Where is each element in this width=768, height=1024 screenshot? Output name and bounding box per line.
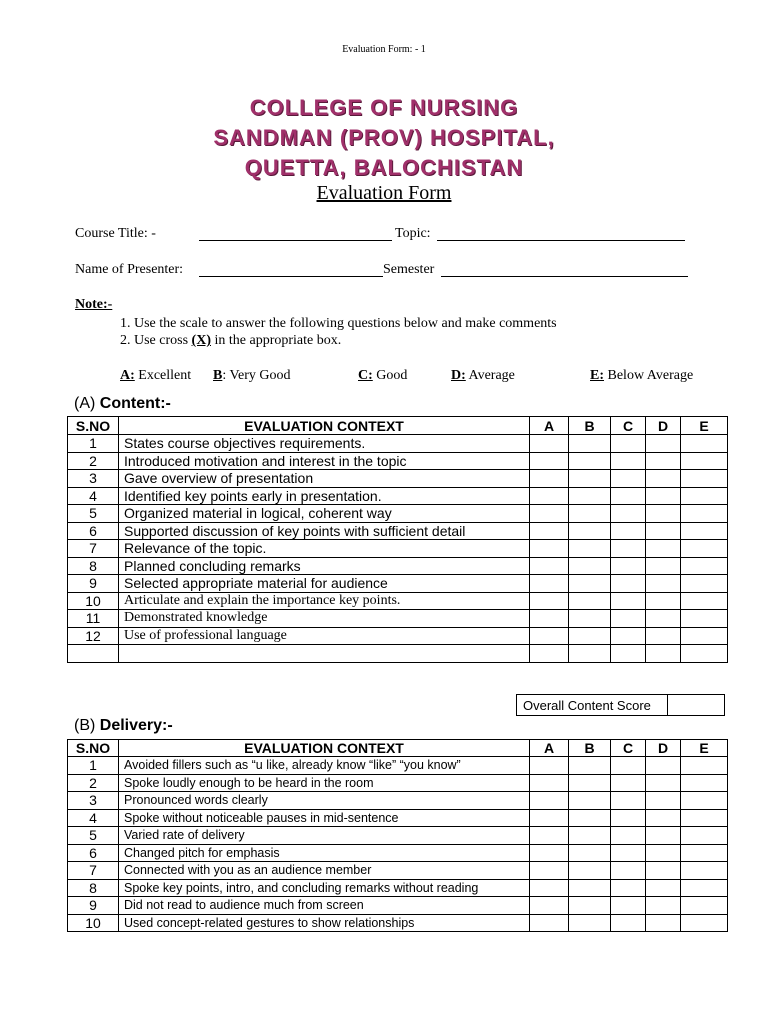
blank-cell[interactable] (681, 645, 728, 663)
content-header-2: A (530, 417, 569, 435)
row-number: 7 (68, 862, 119, 880)
rating-cell-c[interactable] (611, 435, 646, 453)
row-number: 8 (68, 557, 119, 575)
table-row (68, 627, 728, 645)
rating-cell-a[interactable] (530, 914, 569, 932)
scale-c: C: Good (358, 368, 408, 383)
rating-cell-a[interactable] (530, 592, 569, 610)
row-number: 4 (68, 809, 119, 827)
rating-cell-a[interactable] (530, 774, 569, 792)
note-item-1: 1. Use the scale to answer the following questions below and make comments (120, 316, 557, 331)
rating-cell-e[interactable] (681, 487, 728, 505)
row-number: 4 (68, 487, 119, 505)
evaluation-context: States course objectives requirements. (119, 435, 530, 453)
rating-cell-e[interactable] (681, 470, 728, 488)
content-header-1: EVALUATION CONTEXT (119, 417, 530, 435)
form-title: Evaluation Form (316, 182, 452, 204)
evaluation-context: Did not read to audience much from screen (119, 897, 530, 915)
evaluation-context: Spoke loudly enough to be heard in the room (119, 774, 530, 792)
rating-cell-d[interactable] (646, 557, 681, 575)
table-row (68, 757, 728, 775)
evaluation-context: Spoke without noticeable pauses in mid-sentence (119, 809, 530, 827)
rating-cell-a[interactable] (530, 470, 569, 488)
rating-cell-e[interactable] (681, 914, 728, 932)
overall-content-score-field[interactable] (668, 695, 725, 716)
evaluation-context: Changed pitch for emphasis (119, 844, 530, 862)
rating-cell-d[interactable] (646, 592, 681, 610)
rating-cell-a[interactable] (530, 540, 569, 558)
rating-cell-c[interactable] (611, 809, 646, 827)
delivery-header-2: A (530, 740, 569, 757)
rating-cell-b[interactable] (569, 470, 611, 488)
rating-cell-b[interactable] (569, 827, 611, 845)
table-row (68, 897, 728, 915)
evaluation-context: Relevance of the topic. (119, 540, 530, 558)
rating-cell-b[interactable] (569, 792, 611, 810)
rating-cell-d[interactable] (646, 827, 681, 845)
blank-cell[interactable] (530, 645, 569, 663)
rating-cell-d[interactable] (646, 627, 681, 645)
rating-cell-c[interactable] (611, 844, 646, 862)
table-row (68, 645, 728, 663)
rating-cell-e[interactable] (681, 435, 728, 453)
note-label: Note:- (75, 297, 113, 312)
presenter-field[interactable] (199, 263, 383, 277)
blank-cell[interactable] (119, 645, 530, 663)
content-header-4: C (611, 417, 646, 435)
table-row (68, 575, 728, 593)
rating-cell-d[interactable] (646, 809, 681, 827)
rating-cell-b[interactable] (569, 575, 611, 593)
rating-cell-a[interactable] (530, 879, 569, 897)
rating-cell-a[interactable] (530, 757, 569, 775)
delivery-header-5: D (646, 740, 681, 757)
scale-e: E: Below Average (590, 368, 694, 383)
rating-cell-b[interactable] (569, 557, 611, 575)
rating-cell-c[interactable] (611, 897, 646, 915)
content-header-5: D (646, 417, 681, 435)
rating-cell-a[interactable] (530, 827, 569, 845)
row-number: 2 (68, 774, 119, 792)
rating-cell-a[interactable] (530, 557, 569, 575)
row-number: 10 (68, 914, 119, 932)
rating-cell-d[interactable] (646, 487, 681, 505)
rating-cell-b[interactable] (569, 540, 611, 558)
evaluation-context: Organized material in logical, coherent way (119, 505, 530, 523)
rating-cell-b[interactable] (569, 879, 611, 897)
rating-cell-b[interactable] (569, 862, 611, 880)
row-number: 1 (68, 757, 119, 775)
evaluation-context: Connected with you as an audience member (119, 862, 530, 880)
row-number: 8 (68, 879, 119, 897)
evaluation-context: Supported discussion of key points with sufficient detail (119, 522, 530, 540)
delivery-header-3: B (569, 740, 611, 757)
rating-cell-d[interactable] (646, 610, 681, 628)
table-row (68, 557, 728, 575)
content-header-6: E (681, 417, 728, 435)
note-item-2: 2. Use cross (X) in the appropriate box. (120, 333, 342, 348)
rating-cell-d[interactable] (646, 792, 681, 810)
rating-cell-d[interactable] (646, 470, 681, 488)
rating-cell-b[interactable] (569, 435, 611, 453)
rating-cell-c[interactable] (611, 774, 646, 792)
row-number: 2 (68, 452, 119, 470)
rating-cell-e[interactable] (681, 809, 728, 827)
rating-cell-d[interactable] (646, 435, 681, 453)
table-row (68, 792, 728, 810)
rating-cell-a[interactable] (530, 627, 569, 645)
rating-cell-a[interactable] (530, 809, 569, 827)
rating-cell-a[interactable] (530, 487, 569, 505)
delivery-header-1: EVALUATION CONTEXT (119, 740, 530, 757)
rating-cell-c[interactable] (611, 757, 646, 775)
rating-cell-a[interactable] (530, 575, 569, 593)
scale-a: A: Excellent (120, 368, 192, 383)
rating-cell-b[interactable] (569, 897, 611, 915)
rating-cell-e[interactable] (681, 757, 728, 775)
table-row (68, 610, 728, 628)
rating-cell-a[interactable] (530, 610, 569, 628)
topic-label: Topic: (395, 226, 431, 241)
rating-cell-e[interactable] (681, 575, 728, 593)
content-header-3: B (569, 417, 611, 435)
table-row (68, 435, 728, 453)
rating-cell-a[interactable] (530, 522, 569, 540)
rating-cell-b[interactable] (569, 809, 611, 827)
semester-label: Semester (383, 262, 435, 277)
rating-cell-c[interactable] (611, 505, 646, 523)
rating-cell-b[interactable] (569, 487, 611, 505)
rating-cell-c[interactable] (611, 862, 646, 880)
presenter-label: Name of Presenter: (75, 262, 184, 277)
rating-cell-b[interactable] (569, 774, 611, 792)
rating-cell-e[interactable] (681, 452, 728, 470)
table-row (68, 522, 728, 540)
content-table (67, 416, 728, 663)
table-row (68, 844, 728, 862)
blank-cell[interactable] (569, 645, 611, 663)
evaluation-context: Use of professional language (119, 627, 530, 645)
row-number: 3 (68, 470, 119, 488)
evaluation-context: Avoided fillers such as “u like, already know “like” “you know” (119, 757, 530, 775)
rating-cell-c[interactable] (611, 470, 646, 488)
rating-cell-d[interactable] (646, 505, 681, 523)
evaluation-context: Gave overview of presentation (119, 470, 530, 488)
evaluation-context: Spoke key points, intro, and concluding remarks without reading (119, 879, 530, 897)
rating-cell-a[interactable] (530, 435, 569, 453)
row-number: 6 (68, 844, 119, 862)
content-header-0: S.NO (68, 417, 119, 435)
rating-cell-d[interactable] (646, 862, 681, 880)
rating-cell-c[interactable] (611, 592, 646, 610)
rating-cell-e[interactable] (681, 844, 728, 862)
rating-cell-a[interactable] (530, 452, 569, 470)
rating-cell-b[interactable] (569, 627, 611, 645)
table-row (68, 914, 728, 932)
table-row (68, 452, 728, 470)
rating-cell-c[interactable] (611, 487, 646, 505)
evaluation-context: Planned concluding remarks (119, 557, 530, 575)
rating-cell-c[interactable] (611, 522, 646, 540)
course-title-field[interactable] (199, 227, 392, 241)
institution-line-3: QUETTA, BALOCHISTAN (244, 155, 524, 180)
rating-cell-c[interactable] (611, 792, 646, 810)
overall-content-score (516, 694, 725, 716)
scale-b: B: Very Good (213, 368, 291, 383)
row-number: 6 (68, 522, 119, 540)
rating-cell-b[interactable] (569, 610, 611, 628)
rating-cell-d[interactable] (646, 897, 681, 915)
rating-cell-e[interactable] (681, 862, 728, 880)
table-row (68, 487, 728, 505)
rating-cell-a[interactable] (530, 792, 569, 810)
table-row (68, 774, 728, 792)
evaluation-context: Selected appropriate material for audience (119, 575, 530, 593)
evaluation-context: Varied rate of delivery (119, 827, 530, 845)
rating-cell-a[interactable] (530, 844, 569, 862)
rating-cell-c[interactable] (611, 827, 646, 845)
evaluation-context: Used concept-related gestures to show relationships (119, 914, 530, 932)
rating-cell-e[interactable] (681, 897, 728, 915)
rating-cell-e[interactable] (681, 505, 728, 523)
blank-cell[interactable] (611, 645, 646, 663)
rating-cell-b[interactable] (569, 505, 611, 523)
table-row (68, 809, 728, 827)
delivery-header-0: S.NO (68, 740, 119, 757)
table-row (68, 879, 728, 897)
rating-cell-b[interactable] (569, 844, 611, 862)
rating-cell-d[interactable] (646, 522, 681, 540)
rating-cell-b[interactable] (569, 522, 611, 540)
blank-cell[interactable] (68, 645, 119, 663)
rating-cell-a[interactable] (530, 505, 569, 523)
blank-cell[interactable] (646, 645, 681, 663)
rating-cell-e[interactable] (681, 879, 728, 897)
rating-cell-e[interactable] (681, 522, 728, 540)
rating-cell-c[interactable] (611, 575, 646, 593)
delivery-header-4: C (611, 740, 646, 757)
rating-cell-e[interactable] (681, 827, 728, 845)
overall-content-score-label: Overall Content Score (517, 695, 668, 716)
table-row (68, 540, 728, 558)
row-number: 12 (68, 627, 119, 645)
row-number: 9 (68, 575, 119, 593)
rating-cell-d[interactable] (646, 879, 681, 897)
rating-cell-e[interactable] (681, 627, 728, 645)
row-number: 11 (68, 610, 119, 628)
rating-cell-c[interactable] (611, 914, 646, 932)
row-number: 9 (68, 897, 119, 915)
rating-cell-d[interactable] (646, 914, 681, 932)
row-number: 3 (68, 792, 119, 810)
rating-cell-d[interactable] (646, 757, 681, 775)
rating-cell-b[interactable] (569, 592, 611, 610)
rating-cell-b[interactable] (569, 757, 611, 775)
table-row (68, 470, 728, 488)
rating-cell-d[interactable] (646, 844, 681, 862)
row-number: 10 (68, 592, 119, 610)
rating-cell-c[interactable] (611, 452, 646, 470)
rating-cell-e[interactable] (681, 592, 728, 610)
rating-cell-b[interactable] (569, 914, 611, 932)
rating-cell-c[interactable] (611, 879, 646, 897)
rating-cell-a[interactable] (530, 862, 569, 880)
evaluation-context: Introduced motivation and interest in the topic (119, 452, 530, 470)
rating-cell-d[interactable] (646, 540, 681, 558)
rating-cell-d[interactable] (646, 452, 681, 470)
rating-cell-e[interactable] (681, 557, 728, 575)
table-row (68, 862, 728, 880)
rating-cell-e[interactable] (681, 540, 728, 558)
semester-field[interactable] (441, 263, 688, 277)
table-row (68, 505, 728, 523)
rating-cell-d[interactable] (646, 774, 681, 792)
institution-line-1: COLLEGE OF NURSING (249, 95, 519, 120)
evaluation-context: Demonstrated knowledge (119, 610, 530, 628)
delivery-header-6: E (681, 740, 728, 757)
rating-cell-b[interactable] (569, 452, 611, 470)
rating-cell-c[interactable] (611, 627, 646, 645)
row-number: 7 (68, 540, 119, 558)
rating-cell-c[interactable] (611, 557, 646, 575)
row-number: 1 (68, 435, 119, 453)
rating-cell-e[interactable] (681, 792, 728, 810)
evaluation-context: Identified key points early in presentation. (119, 487, 530, 505)
rating-cell-c[interactable] (611, 540, 646, 558)
row-number: 5 (68, 827, 119, 845)
course-title-label: Course Title: - (75, 226, 156, 241)
evaluation-context: Articulate and explain the importance key points. (119, 592, 530, 610)
rating-cell-a[interactable] (530, 897, 569, 915)
scale-d: D: Average (451, 368, 515, 383)
topic-field[interactable] (437, 227, 685, 241)
rating-cell-d[interactable] (646, 575, 681, 593)
delivery-table (67, 739, 728, 932)
institution-line-2: SANDMAN (PROV) HOSPITAL, (213, 125, 555, 150)
table-row (68, 592, 728, 610)
running-header: Evaluation Form: - 1 (342, 44, 426, 55)
row-number: 5 (68, 505, 119, 523)
rating-cell-e[interactable] (681, 774, 728, 792)
table-row (68, 827, 728, 845)
evaluation-context: Pronounced words clearly (119, 792, 530, 810)
section-content-heading: (A) Content:- (74, 395, 171, 412)
rating-cell-c[interactable] (611, 610, 646, 628)
section-delivery-heading: (B) Delivery:- (74, 717, 173, 734)
rating-cell-e[interactable] (681, 610, 728, 628)
